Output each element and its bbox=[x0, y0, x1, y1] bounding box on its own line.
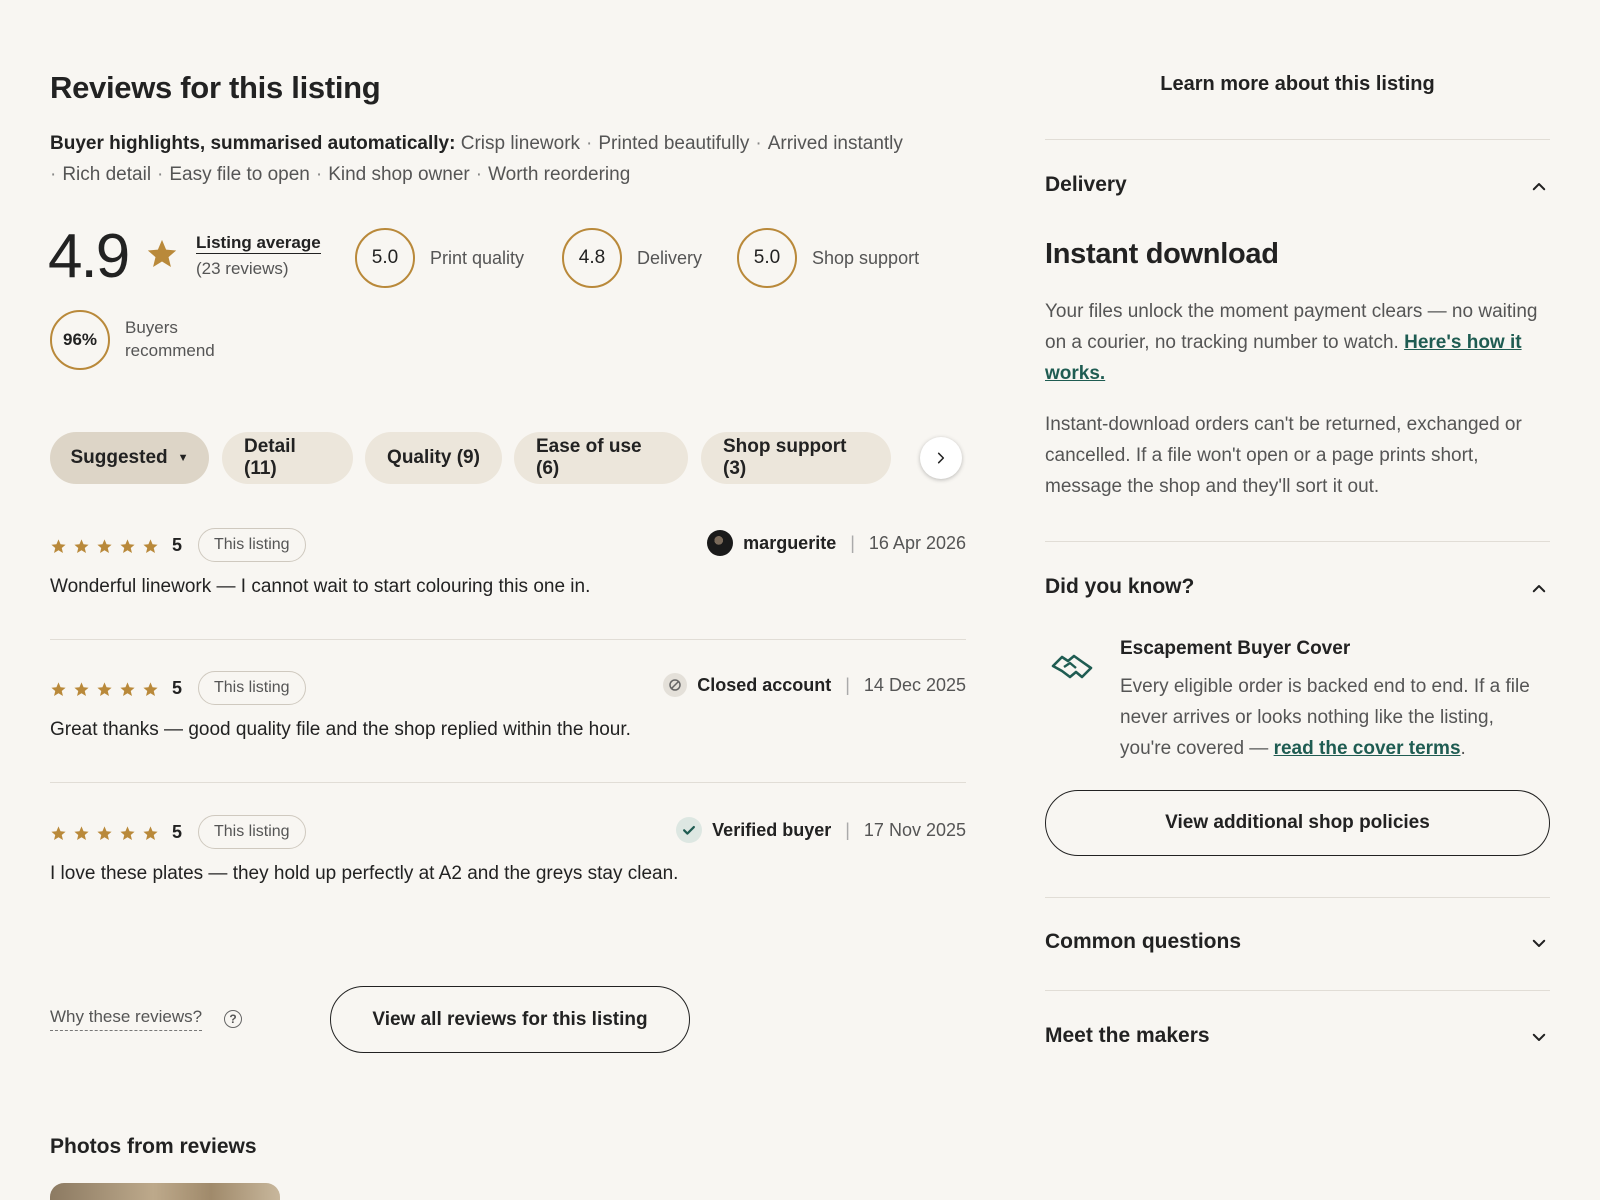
buyer-cover-text bbox=[1120, 671, 1550, 764]
avatar[interactable] bbox=[707, 530, 733, 556]
star-icon bbox=[142, 681, 159, 698]
review-meta bbox=[707, 530, 966, 556]
chevron-down-icon[interactable] bbox=[1530, 1028, 1548, 1046]
delivery-description bbox=[1045, 296, 1555, 389]
divider bbox=[1045, 139, 1550, 140]
buyer-cover-title: Escapement Buyer Cover bbox=[1120, 638, 1351, 659]
highlight-item: Easy file to open bbox=[169, 164, 310, 185]
star-icon bbox=[119, 825, 136, 842]
common-questions-toggle[interactable]: Common questions bbox=[1045, 930, 1242, 953]
delivery-section-toggle[interactable]: Delivery bbox=[1045, 173, 1127, 196]
divider bbox=[50, 782, 966, 783]
listing-average-link[interactable]: Listing average bbox=[196, 233, 321, 252]
star-icon bbox=[50, 538, 67, 555]
photos-from-reviews-heading: Photos from reviews bbox=[50, 1135, 257, 1158]
closed-account-icon bbox=[663, 673, 687, 697]
star-icon bbox=[50, 681, 67, 698]
highlight-item: Printed beautifully bbox=[598, 133, 750, 154]
divider bbox=[1045, 990, 1550, 991]
highlight-item: Arrived instantly bbox=[767, 133, 903, 154]
review-meta bbox=[663, 673, 966, 697]
review-count: (23 reviews) bbox=[196, 259, 289, 278]
filter-chip-shop-support[interactable]: Shop support (3) bbox=[701, 432, 891, 484]
review-tag: This listing bbox=[198, 671, 306, 705]
star-icon bbox=[119, 681, 136, 698]
caret-down-icon: ▼ bbox=[177, 452, 189, 464]
highlights-lead: Buyer highlights, summarised automatically: bbox=[50, 133, 456, 154]
filter-chip-detail[interactable]: Detail (11) bbox=[222, 432, 353, 484]
review-author: Closed account bbox=[697, 674, 832, 695]
star-icon bbox=[96, 681, 113, 698]
handshake-icon bbox=[1050, 648, 1094, 684]
star-icon bbox=[145, 237, 179, 271]
metric-label-shop-support: Shop support bbox=[812, 248, 920, 268]
review-text: I love these plates — they hold up perfectly at A2 and the greys stay clean. bbox=[50, 863, 679, 884]
star-icon bbox=[73, 681, 90, 698]
review-tag: This listing bbox=[198, 528, 306, 562]
recommend-circle: 96% bbox=[50, 310, 110, 370]
review-meta bbox=[676, 817, 966, 843]
review-score: 5 bbox=[172, 678, 183, 698]
meta-separator: | bbox=[845, 819, 850, 840]
star-icon bbox=[96, 825, 113, 842]
filter-chip-suggested[interactable] bbox=[50, 432, 209, 484]
review-date: 14 Dec 2025 bbox=[863, 674, 966, 695]
how-it-works-link[interactable]: Here's how it works. bbox=[1045, 332, 1522, 384]
metric-circle-delivery: 4.8 bbox=[562, 228, 622, 288]
divider bbox=[1045, 897, 1550, 898]
highlight-item: Worth reordering bbox=[488, 164, 631, 185]
star-icon bbox=[73, 825, 90, 842]
recommend-label bbox=[125, 316, 215, 362]
star-icon bbox=[119, 538, 136, 555]
metric-label-print-quality: Print quality bbox=[430, 248, 525, 268]
instant-download-title: Instant download bbox=[1045, 238, 1279, 270]
highlight-item: Rich detail bbox=[62, 164, 152, 185]
filter-chip-ease-of-use[interactable]: Ease of use (6) bbox=[514, 432, 688, 484]
star-icon bbox=[96, 538, 113, 555]
review-author: Verified buyer bbox=[712, 819, 832, 840]
meta-separator: | bbox=[850, 532, 855, 553]
highlight-separator: · bbox=[755, 133, 762, 154]
learn-more-heading: Learn more about this listing bbox=[1160, 73, 1435, 95]
returns-policy-text: Instant-download orders can't be returned, exchanged or cancelled. If a file won't open or a page prints short, message the shop and they'll sort it out. bbox=[1045, 414, 1522, 497]
average-rating: 4.9 bbox=[48, 222, 129, 291]
chip-label: Suggested bbox=[70, 447, 168, 468]
review-score: 5 bbox=[172, 822, 183, 842]
delivery-text: Your files unlock the moment payment clears — no waiting on a courier, no tracking number to watch. bbox=[1045, 301, 1538, 353]
cover-terms-link[interactable]: read the cover terms bbox=[1273, 738, 1461, 759]
recommend-label-line: Buyers bbox=[125, 318, 178, 337]
highlight-separator: · bbox=[157, 164, 164, 185]
highlight-item: Kind shop owner bbox=[328, 164, 470, 185]
chips-next-button[interactable] bbox=[920, 437, 962, 479]
review-author[interactable]: marguerite bbox=[743, 532, 837, 553]
metric-circle-print-quality: 5.0 bbox=[355, 228, 415, 288]
verified-check-icon bbox=[676, 817, 702, 843]
did-you-know-toggle[interactable]: Did you know? bbox=[1045, 575, 1195, 598]
review-stars bbox=[50, 538, 159, 555]
divider bbox=[50, 639, 966, 640]
star-icon bbox=[142, 538, 159, 555]
chevron-down-icon[interactable] bbox=[1530, 934, 1548, 952]
review-tag: This listing bbox=[198, 815, 306, 849]
view-shop-policies-button[interactable]: View additional shop policies bbox=[1045, 790, 1550, 856]
meta-separator: | bbox=[845, 674, 850, 695]
metric-circle-shop-support: 5.0 bbox=[737, 228, 797, 288]
review-date: 16 Apr 2026 bbox=[868, 532, 966, 553]
metric-label-delivery: Delivery bbox=[637, 248, 703, 268]
review-text: Great thanks — good quality file and the shop replied within the hour. bbox=[50, 719, 631, 740]
chevron-up-icon[interactable] bbox=[1530, 178, 1548, 196]
review-date: 17 Nov 2025 bbox=[863, 819, 966, 840]
highlight-separator: · bbox=[50, 164, 57, 185]
star-icon bbox=[142, 825, 159, 842]
cover-end: . bbox=[1460, 738, 1466, 759]
buyer-highlights bbox=[50, 128, 950, 190]
why-these-reviews-link[interactable]: Why these reviews? bbox=[50, 1007, 202, 1031]
view-all-reviews-button[interactable]: View all reviews for this listing bbox=[330, 986, 690, 1053]
page-title: Reviews for this listing bbox=[50, 70, 381, 105]
review-stars bbox=[50, 825, 159, 842]
review-photo-thumbnail[interactable] bbox=[50, 1183, 280, 1200]
chevron-up-icon[interactable] bbox=[1530, 580, 1548, 598]
chevron-right-icon bbox=[934, 451, 948, 465]
filter-chip-quality[interactable]: Quality (9) bbox=[365, 432, 502, 484]
highlight-separator: · bbox=[586, 133, 593, 154]
review-stars bbox=[50, 681, 159, 698]
recommend-label-line: recommend bbox=[125, 341, 215, 360]
highlight-separator: · bbox=[475, 164, 483, 185]
review-text: Wonderful linework — I cannot wait to start colouring this one in. bbox=[50, 576, 591, 597]
divider bbox=[1045, 541, 1550, 542]
star-icon bbox=[73, 538, 90, 555]
review-score: 5 bbox=[172, 535, 183, 555]
highlight-item: Crisp linework bbox=[460, 133, 581, 154]
help-icon[interactable]: ? bbox=[224, 1010, 242, 1028]
cover-description: Every eligible order is backed end to end. If a file never arrives or looks nothing like the listing, you're covered — bbox=[1120, 676, 1530, 759]
star-icon bbox=[50, 825, 67, 842]
meet-the-makers-toggle[interactable]: Meet the makers bbox=[1045, 1024, 1210, 1047]
highlight-separator: · bbox=[315, 164, 323, 185]
